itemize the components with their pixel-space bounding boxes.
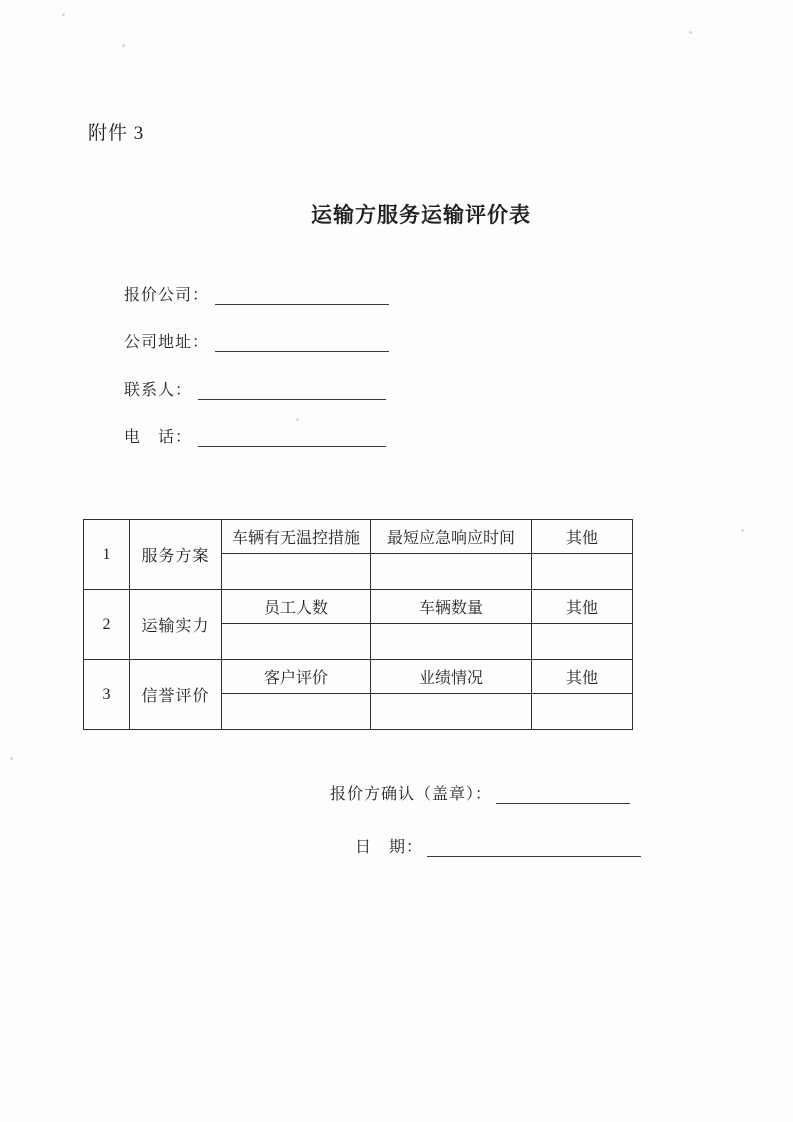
page-title: 运输方服务运输评价表 bbox=[311, 203, 531, 227]
table-cell-header: 车辆有无温控措施 bbox=[222, 520, 371, 554]
scan-speckle bbox=[296, 418, 299, 421]
table-cell-blank bbox=[371, 624, 532, 660]
field-contact-person bbox=[124, 377, 386, 400]
table-cell-header: 车辆数量 bbox=[371, 590, 532, 624]
table-row bbox=[84, 590, 633, 624]
field-label-phone: 电 话： bbox=[124, 429, 193, 446]
scan-speckle bbox=[62, 13, 65, 16]
confirm-seal-blank bbox=[496, 785, 630, 804]
date-blank bbox=[427, 838, 641, 857]
field-blank-contact-person bbox=[198, 381, 386, 400]
scan-speckle bbox=[741, 529, 744, 532]
field-quoting-company bbox=[124, 282, 389, 305]
table-cell-blank bbox=[532, 624, 633, 660]
table-cell-blank bbox=[371, 694, 532, 730]
table-cell-blank bbox=[371, 554, 532, 590]
table-cell-header: 最短应急响应时间 bbox=[371, 520, 532, 554]
scan-speckle bbox=[689, 31, 692, 34]
table-cell-category: 信誉评价 bbox=[130, 660, 222, 730]
date-label: 日 期： bbox=[355, 839, 424, 856]
scan-speckle bbox=[122, 44, 125, 47]
table-cell-category: 服务方案 bbox=[130, 520, 222, 590]
table-row bbox=[84, 660, 633, 694]
scan-speckle bbox=[10, 757, 13, 760]
table-cell-header: 员工人数 bbox=[222, 590, 371, 624]
table-cell-category: 运输实力 bbox=[130, 590, 222, 660]
table-cell-row-number: 1 bbox=[84, 520, 130, 590]
field-blank-quoting-company bbox=[215, 286, 389, 305]
table-cell-header: 其他 bbox=[532, 660, 633, 694]
table-cell-header: 业绩情况 bbox=[371, 660, 532, 694]
field-phone bbox=[124, 424, 386, 447]
attachment-number-label: 附件 3 bbox=[88, 123, 145, 144]
date-row bbox=[355, 834, 641, 857]
table-cell-header: 其他 bbox=[532, 590, 633, 624]
table-row bbox=[84, 520, 633, 554]
table-cell-header: 其他 bbox=[532, 520, 633, 554]
table-cell-row-number: 2 bbox=[84, 590, 130, 660]
table-cell-blank bbox=[222, 694, 371, 730]
evaluation-table bbox=[83, 519, 633, 730]
field-blank-phone bbox=[198, 428, 386, 447]
table-cell-blank bbox=[532, 554, 633, 590]
confirm-seal-label: 报价方确认（盖章）： bbox=[330, 786, 493, 803]
field-company-address bbox=[124, 329, 389, 352]
table-cell-blank bbox=[222, 554, 371, 590]
table-cell-header: 客户评价 bbox=[222, 660, 371, 694]
field-label-quoting-company: 报价公司： bbox=[124, 287, 210, 304]
field-blank-company-address bbox=[215, 333, 389, 352]
table-cell-blank bbox=[532, 694, 633, 730]
table-cell-row-number: 3 bbox=[84, 660, 130, 730]
field-label-contact-person: 联系人： bbox=[124, 382, 193, 399]
table-cell-blank bbox=[222, 624, 371, 660]
confirm-seal-row bbox=[330, 781, 630, 804]
field-label-company-address: 公司地址： bbox=[124, 334, 210, 351]
